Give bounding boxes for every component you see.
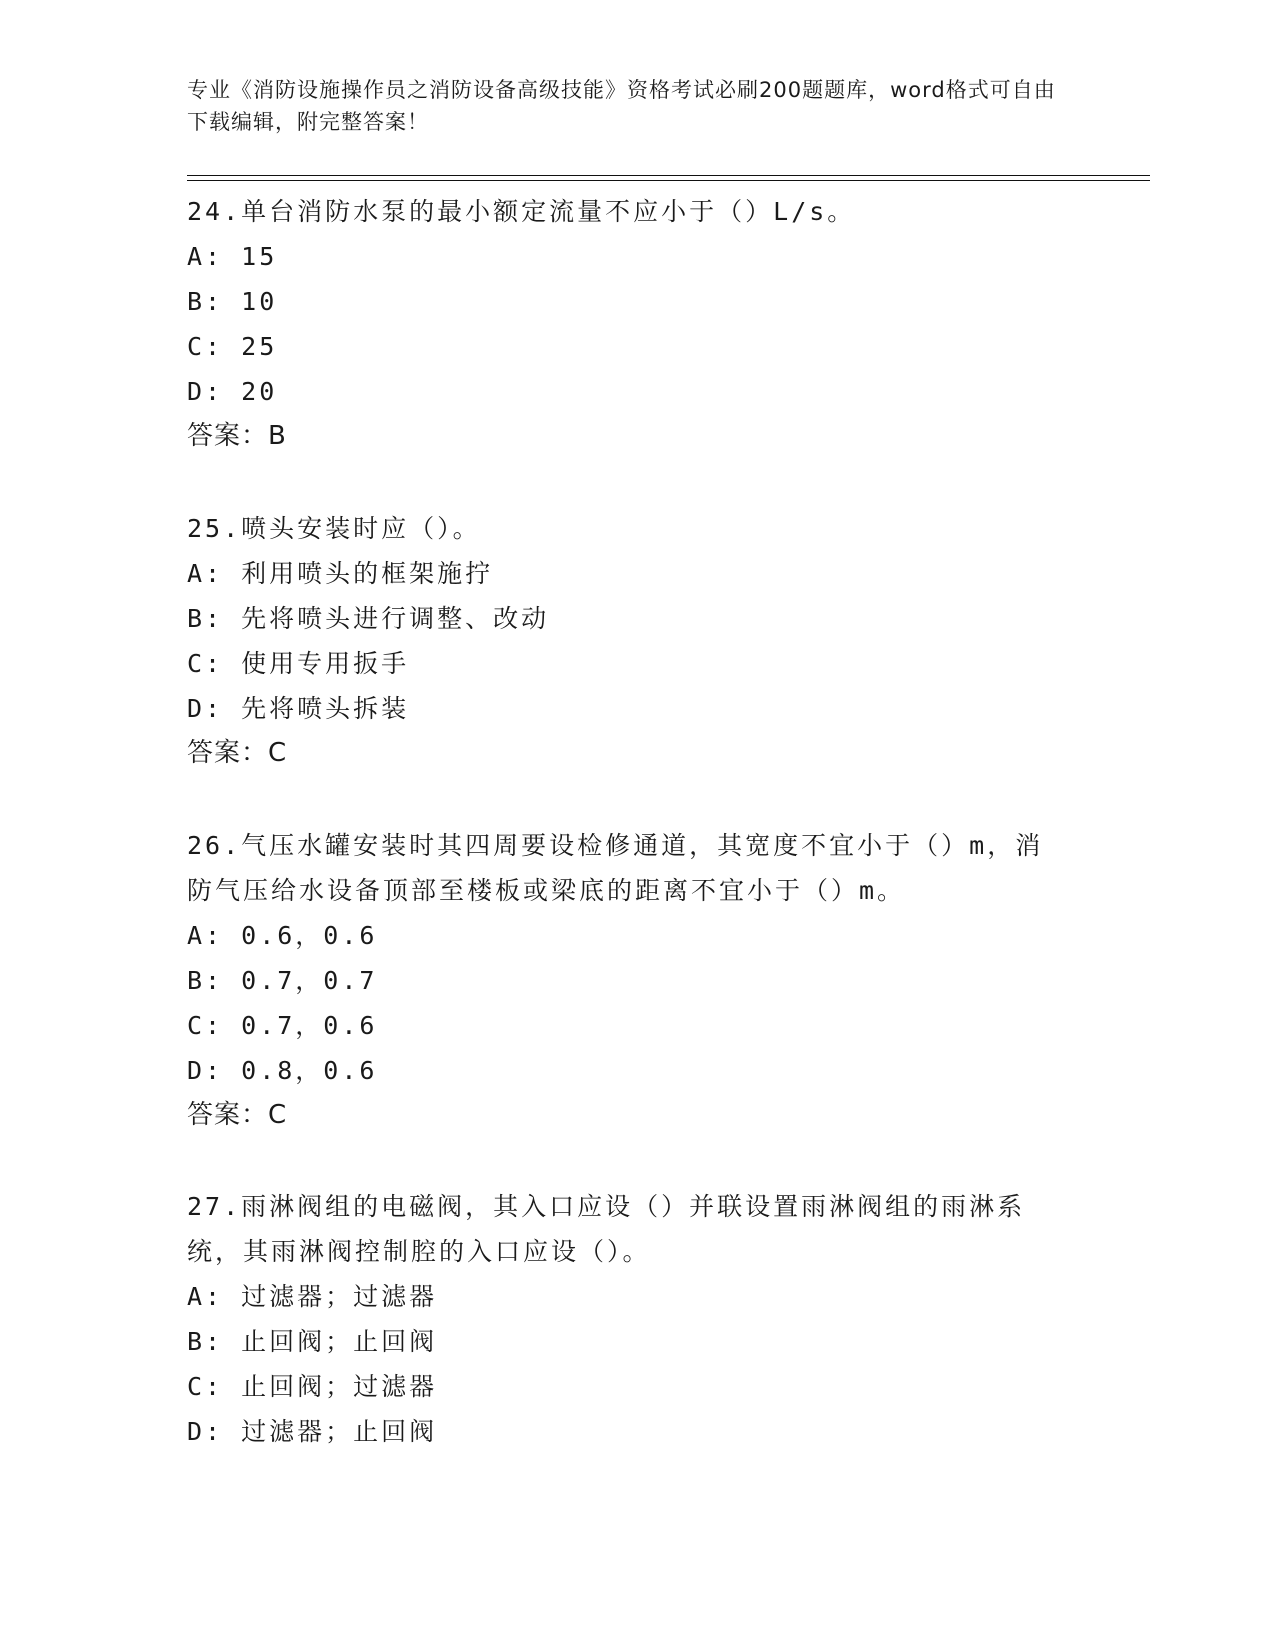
option-d: D: 过滤器；止回阀 [187, 1417, 438, 1446]
option-b: B: 止回阀；止回阀 [187, 1327, 438, 1356]
answer-line: 答案：B [187, 421, 287, 451]
option-a: A: 过滤器；过滤器 [187, 1282, 438, 1311]
question-stem: 26.气压水罐安装时其四周要设检修通道，其宽度不宜小于（）m，消防气压给水设备顶部至楼板或梁底的距离不宜小于（）m。 [187, 831, 1044, 905]
header-divider-bottom [187, 180, 1150, 181]
option-d: D: 0.8，0.6 [187, 1056, 378, 1085]
question-24 [187, 189, 1067, 459]
option-d: D: 20 [187, 377, 278, 406]
option-a: A: 15 [187, 242, 278, 271]
option-c: C: 止回阀；过滤器 [187, 1372, 438, 1401]
option-d: D: 先将喷头拆装 [187, 694, 410, 723]
document-header: 专业《消防设施操作员之消防设备高级技能》资格考试必刷200题题库，word格式可自由下载编辑，附完整答案！ [187, 78, 1056, 134]
question-26 [187, 823, 1067, 1138]
option-c: C: 0.7，0.6 [187, 1011, 378, 1040]
option-c: C: 25 [187, 332, 278, 361]
option-b: B: 10 [187, 287, 278, 316]
question-25 [187, 506, 1067, 776]
question-stem: 25.喷头安装时应（）。 [187, 514, 481, 543]
option-c: C: 使用专用扳手 [187, 649, 410, 678]
question-stem: 24.单台消防水泵的最小额定流量不应小于（）L/s。 [187, 197, 856, 226]
option-b: B: 0.7，0.7 [187, 966, 378, 995]
answer-line: 答案：C [187, 738, 288, 768]
header-divider-top [187, 175, 1150, 176]
answer-line: 答案：C [187, 1100, 288, 1130]
question-stem: 27.雨淋阀组的电磁阀，其入口应设（）并联设置雨淋阀组的雨淋系统，其雨淋阀控制腔的入口应设（）。 [187, 1192, 1026, 1266]
option-b: B: 先将喷头进行调整、改动 [187, 604, 550, 633]
option-a: A: 利用喷头的框架施拧 [187, 559, 494, 588]
option-a: A: 0.6，0.6 [187, 921, 378, 950]
question-27 [187, 1184, 1067, 1454]
